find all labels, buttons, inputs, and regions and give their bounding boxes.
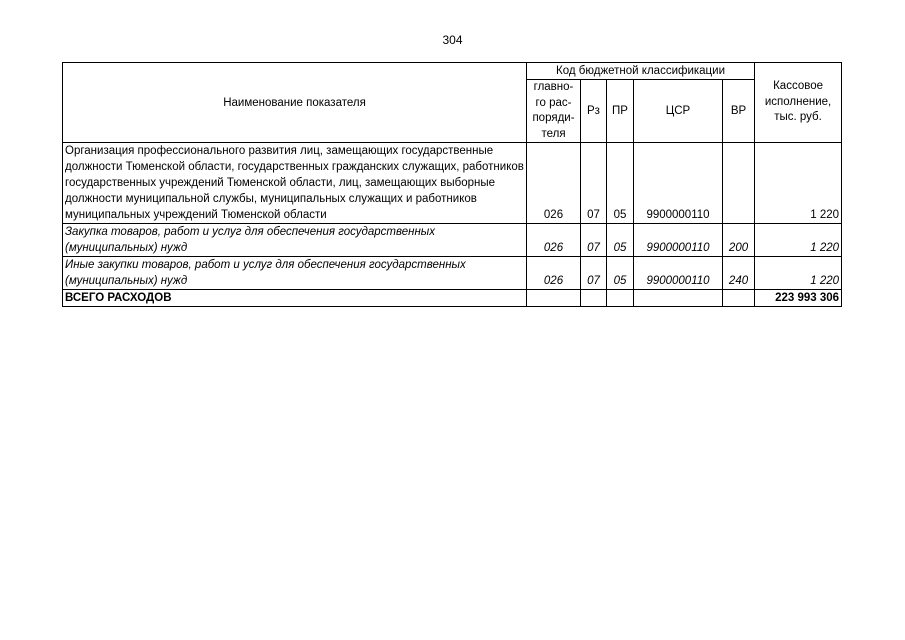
header-vr: ВР [723, 80, 755, 143]
row-vr [723, 143, 755, 224]
total-empty-cell [581, 290, 607, 307]
table-row [63, 257, 842, 290]
row-csr: 9900000110 [634, 257, 723, 290]
header-pr: ПР [607, 80, 634, 143]
row-rz: 07 [581, 257, 607, 290]
header-indicator-name: Наименование показателя [63, 63, 527, 143]
header-budget-classification-code: Код бюджетной классификации [527, 63, 755, 80]
header-row-top [63, 63, 842, 80]
row-vr: 200 [723, 224, 755, 257]
row-rz: 07 [581, 143, 607, 224]
row-amount: 1 220 [755, 143, 842, 224]
row-pr: 05 [607, 143, 634, 224]
row-csr: 9900000110 [634, 224, 723, 257]
header-csr: ЦСР [634, 80, 723, 143]
row-glava: 026 [527, 143, 581, 224]
row-vr: 240 [723, 257, 755, 290]
header-cash-execution: Кассовое исполнение, тыс. руб. [755, 63, 842, 143]
row-glava: 026 [527, 224, 581, 257]
page-number: 304 [442, 33, 463, 47]
total-label: ВСЕГО РАСХОДОВ [63, 290, 527, 307]
total-empty-cell [634, 290, 723, 307]
total-empty-cell [723, 290, 755, 307]
row-amount: 1 220 [755, 257, 842, 290]
row-amount: 1 220 [755, 224, 842, 257]
total-empty-cell [527, 290, 581, 307]
table-row [63, 224, 842, 257]
total-empty-cell [607, 290, 634, 307]
row-name: Иные закупки товаров, работ и услуг для обеспечения государственных (муниципальных) нужд [63, 257, 527, 290]
table-row [63, 143, 842, 224]
row-csr: 9900000110 [634, 143, 723, 224]
header-chief-manager: главно-го рас-поряди-теля [527, 80, 581, 143]
budget-execution-table [62, 62, 842, 307]
header-rz: Рз [581, 80, 607, 143]
row-glava: 026 [527, 257, 581, 290]
row-pr: 05 [607, 257, 634, 290]
total-row [63, 290, 842, 307]
row-pr: 05 [607, 224, 634, 257]
row-rz: 07 [581, 224, 607, 257]
row-name: Закупка товаров, работ и услуг для обеспечения государственных (муниципальных) нужд [63, 224, 527, 257]
total-amount: 223 993 306 [755, 290, 842, 307]
row-name: Организация профессионального развития лиц, замещающих государственные должности Тюменской области, государственных гражданских служащих, работников государственных учреждений Тюменской области, лиц, замещающих выборные должности муниципальной службы, муниципальных служащих и работников муниципальных учреждений Тюменской области [63, 143, 527, 224]
